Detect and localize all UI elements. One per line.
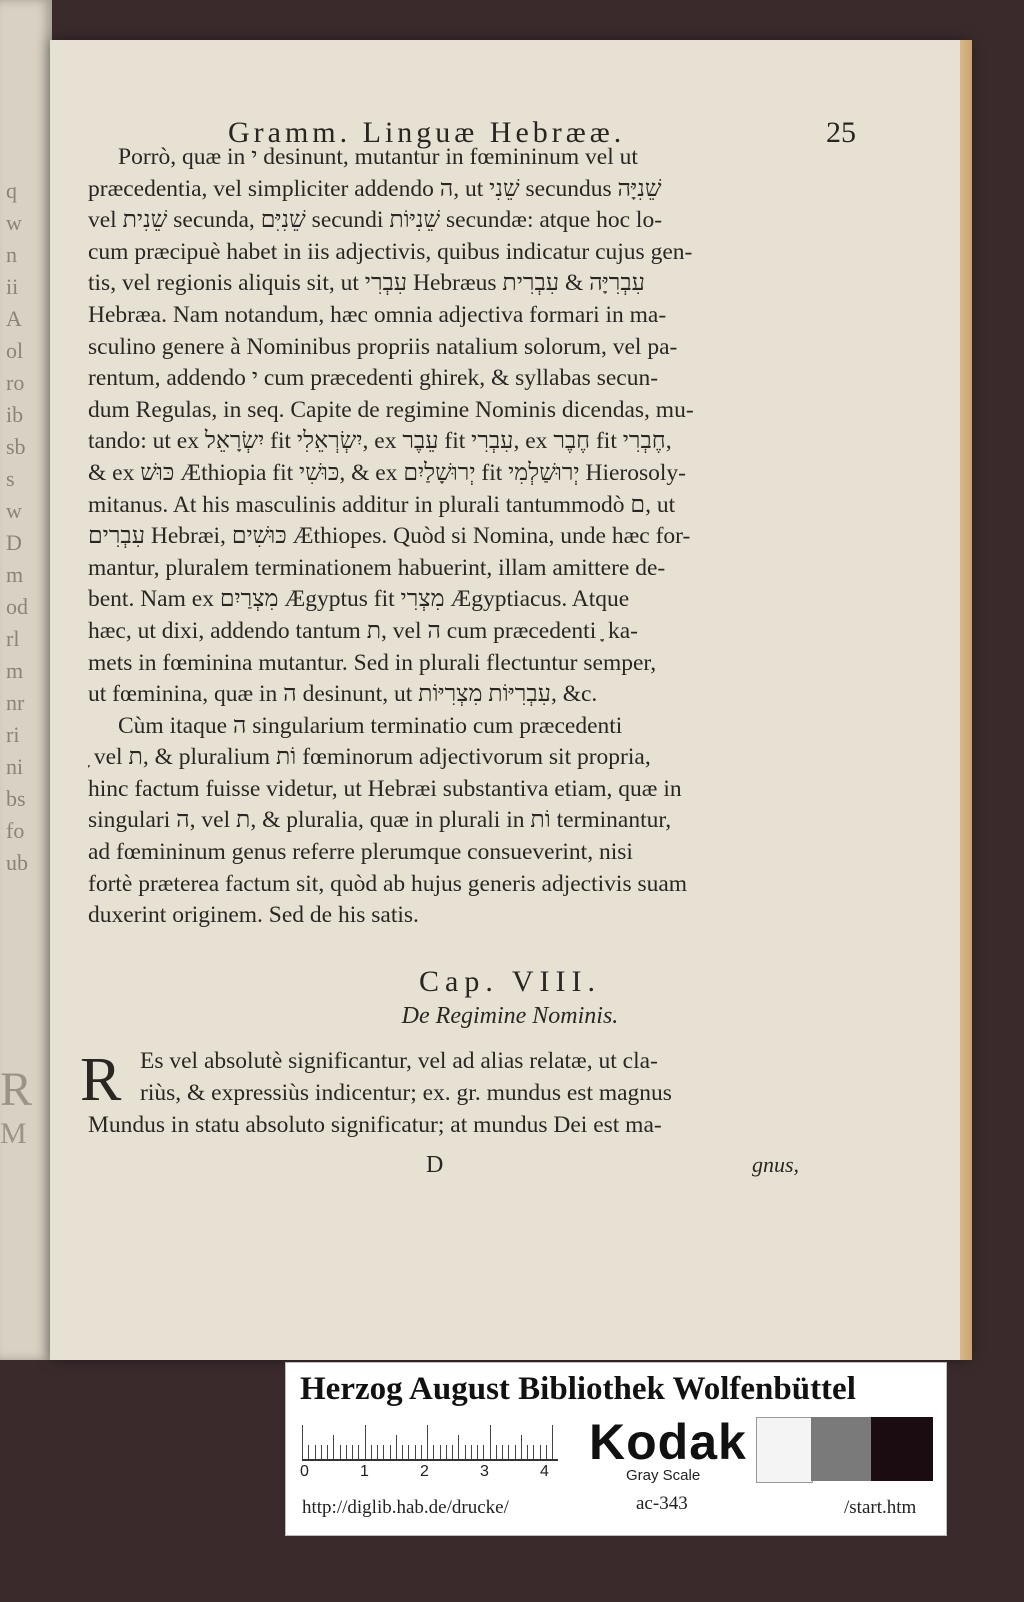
measurement-ruler — [302, 1421, 558, 1461]
ruler-labels — [300, 1463, 560, 1485]
text-line: rentum, addendo י cum præcedenti ghirek, & syllabas secun- — [88, 365, 659, 392]
left-margin-fragment: m — [6, 658, 24, 683]
gray-swatch-black — [871, 1417, 933, 1481]
gray-scale-label: Gray Scale — [626, 1467, 701, 1484]
left-margin-fragment: A — [6, 306, 22, 331]
text-line: riùs, & expressiùs indicentur; ex. gr. mundus est magnus — [140, 1080, 672, 1106]
text-line: bent. Nam ex מִצְרַיִם Ægyptus fit מִצְרִי Ægyptiacus. Atque — [88, 586, 630, 613]
ruler-label: 2 — [420, 1463, 429, 1480]
kodak-brand: Kodak — [589, 1414, 747, 1470]
left-margin-fragment: od — [6, 594, 28, 619]
left-margin-fragment: sb — [6, 434, 26, 459]
ruler-tick — [408, 1445, 409, 1459]
ruler-tick — [508, 1445, 509, 1459]
ruler-tick — [490, 1425, 491, 1459]
ruler-tick — [415, 1445, 416, 1459]
left-margin-fragment: fo — [6, 818, 25, 843]
kodak-color-card — [285, 1362, 947, 1536]
left-margin-fragment: ib — [6, 402, 24, 427]
paragraph-3 — [88, 1045, 818, 1141]
paragraph-2 — [88, 711, 818, 932]
ruler-label: 1 — [360, 1463, 369, 1480]
ruler-tick — [402, 1445, 403, 1459]
text-line: ad fœmininum genus referre plerumque consueverint, nisi — [88, 839, 633, 866]
ruler-tick — [302, 1425, 303, 1459]
left-margin-fragment: w — [6, 210, 22, 235]
ruler-tick — [427, 1425, 428, 1459]
ruler-tick — [371, 1445, 372, 1459]
left-page-edge — [0, 0, 52, 1360]
text-line: mets in fœminina mutantur. Sed in plurali flectuntur semper, — [88, 649, 657, 676]
left-margin-fragment: ni — [6, 754, 24, 779]
main-text — [88, 142, 818, 932]
ruler-tick — [333, 1435, 334, 1459]
ruler-tick — [471, 1445, 472, 1459]
left-large-letter-1: R — [0, 1063, 33, 1116]
gray-swatch-mid — [811, 1417, 871, 1481]
text-line: Mundus in statu absoluto significatur; at mundus Dei est ma- — [88, 1112, 662, 1138]
text-line: præcedentia, vel simpliciter addendo ה, ut שֵׁנִי secundus שֵׁנִיָּה — [88, 175, 662, 202]
text-line: hinc factum fuisse videtur, ut Hebræi substantiva etiam, quæ in — [88, 775, 682, 802]
ruler-tick — [352, 1445, 353, 1459]
text-line: dum Regulas, in seq. Capite de regimine Nominis dicendas, mu- — [88, 396, 694, 423]
text-line: Es vel absolutè significantur, vel ad alias relatæ, ut cla- — [140, 1048, 658, 1074]
ruler-tick — [452, 1445, 453, 1459]
ruler-tick — [440, 1445, 441, 1459]
left-margin-fragment: n — [6, 242, 17, 267]
text-line: tis, vel regionis aliquis sit, ut עִבְרִי Hebræus עִבְרִיָּה & עִבְרִית — [88, 270, 645, 297]
text-line: ut fœminina, quæ in ה desinunt, ut עִבְרִיּוֹת מִצְרִיּוֹת, &c. — [88, 681, 598, 708]
running-title: Gramm. Linguæ Hebrææ. — [228, 116, 626, 149]
ruler-label: 4 — [540, 1463, 549, 1480]
ruler-tick — [396, 1435, 397, 1459]
ruler-tick — [483, 1445, 484, 1459]
ruler-tick — [446, 1445, 447, 1459]
text-line: vel שֵׁנִית secunda, שֵׁנִיִּם secundi שֵׁנִיּוֹת secundæ: atque hoc lo- — [88, 207, 663, 234]
ruler-label: 0 — [300, 1463, 309, 1480]
left-margin-fragment: ii — [6, 274, 19, 299]
url-left: http://diglib.hab.de/drucke/ — [302, 1497, 509, 1518]
text-line: Porrò, quæ in י desinunt, mutantur in fœmininum vel ut — [118, 144, 638, 170]
text-line: Hebræa. Nam notandum, hæc omnia adjectiva formari in ma- — [88, 301, 667, 328]
chapter-subtitle: De Regimine Nominis. — [401, 1003, 619, 1029]
ruler-tick — [502, 1445, 503, 1459]
text-line: singulari ה, vel ת, & pluralia, quæ in plurali in וֹת terminantur, — [88, 807, 672, 834]
ruler-tick — [546, 1445, 547, 1459]
ruler-tick — [521, 1435, 522, 1459]
text-line: Cùm itaque ה singularium terminatio cum præcedenti — [118, 712, 623, 739]
left-margin-fragment: q — [6, 178, 17, 203]
ruler-tick — [433, 1445, 434, 1459]
url-right: /start.htm — [844, 1497, 917, 1518]
ruler-tick — [390, 1445, 391, 1459]
ruler-tick — [552, 1425, 553, 1459]
ruler-tick — [477, 1445, 478, 1459]
library-name: Herzog August Bibliothek Wolfenbüttel — [300, 1371, 856, 1407]
text-line: & ex כּוּשׁ Æthiopia fit כּוּשִׁי, & ex יְרוּשָׁלַיִם fit יְרוּשַׁלְמִי Hierosoly- — [88, 459, 686, 486]
ruler-label: 3 — [480, 1463, 489, 1480]
ruler-tick — [465, 1445, 466, 1459]
left-large-letter-2: M — [0, 1117, 27, 1150]
drop-cap: R — [80, 1046, 122, 1114]
left-margin-fragment: ro — [6, 370, 25, 395]
text-line: duxerint originem. Sed de his satis. — [88, 902, 419, 929]
ruler-tick — [540, 1445, 541, 1459]
ruler-tick — [340, 1445, 341, 1459]
left-margin-fragment: ri — [6, 722, 20, 747]
left-margin-fragment: rl — [6, 626, 20, 651]
left-margin-fragment: bs — [6, 786, 26, 811]
gray-swatch-white — [756, 1417, 813, 1483]
left-margin-fragment: nr — [6, 690, 25, 715]
ruler-tick — [421, 1445, 422, 1459]
ruler-tick — [377, 1445, 378, 1459]
left-margin-fragment: ol — [6, 338, 24, 363]
ruler-tick — [308, 1445, 309, 1459]
text-line: ָ vel ת, & pluralium וֹת fœminorum adjectivorum sit propria, — [88, 744, 651, 771]
text-line: עִבְרִים Hebræi, כּוּשִׁים Æthiopes. Quòd si Nomina, unde hæc for- — [88, 523, 691, 550]
catchword: gnus, — [752, 1152, 800, 1177]
ruler-tick — [458, 1435, 459, 1459]
text-line: cum præcipuè habet in iis adjectivis, quibus indicatur cujus gen- — [88, 238, 693, 265]
left-margin-fragment: s — [6, 466, 15, 491]
ruler-tick — [515, 1445, 516, 1459]
ruler-tick — [533, 1445, 534, 1459]
left-margin-fragment: w — [6, 498, 22, 523]
chapter-title: Cap. VIII. — [419, 965, 601, 998]
text-line: mantur, pluralem terminationem habuerint, illam amittere de- — [88, 554, 666, 581]
ruler-tick — [496, 1445, 497, 1459]
ruler-tick — [327, 1445, 328, 1459]
ruler-tick — [346, 1445, 347, 1459]
page-edge — [960, 40, 972, 1360]
text-line: tando: ut ex יִשְׂרָאֵל fit יִשְׂרְאֵלִי, ex עֵבֶר fit עִבְרִי, ex חֶבֶר fit חֶבְרִי, — [88, 428, 672, 455]
ruler-tick — [321, 1445, 322, 1459]
text-line: mitanus. At his masculinis additur in plurali tantummodò ם, ut — [88, 491, 676, 518]
signature-mark: D — [426, 1152, 444, 1178]
ruler-tick — [365, 1425, 366, 1459]
text-line: hæc, ut dixi, addendo tantum ת, vel ה cum præcedenti ָ ka- — [88, 617, 638, 644]
shelfmark-code: ac-343 — [636, 1493, 688, 1514]
page-number: 25 — [826, 116, 856, 149]
paragraph-1 — [88, 142, 818, 711]
left-margin-fragment: ub — [6, 850, 28, 875]
ruler-tick — [358, 1445, 359, 1459]
ruler-tick — [383, 1445, 384, 1459]
ruler-tick — [315, 1445, 316, 1459]
book-page — [50, 40, 970, 1360]
left-margin-fragment: D — [6, 530, 22, 555]
left-margin-fragment: m — [6, 562, 24, 587]
left-page-large-letters — [0, 1062, 40, 1151]
text-line: sculino genere à Nominibus propriis natalium solorum, vel pa- — [88, 333, 678, 360]
ruler-tick — [527, 1445, 528, 1459]
text-line: fortè præterea factum sit, quòd ab hujus generis adjectivis suam — [88, 870, 688, 897]
